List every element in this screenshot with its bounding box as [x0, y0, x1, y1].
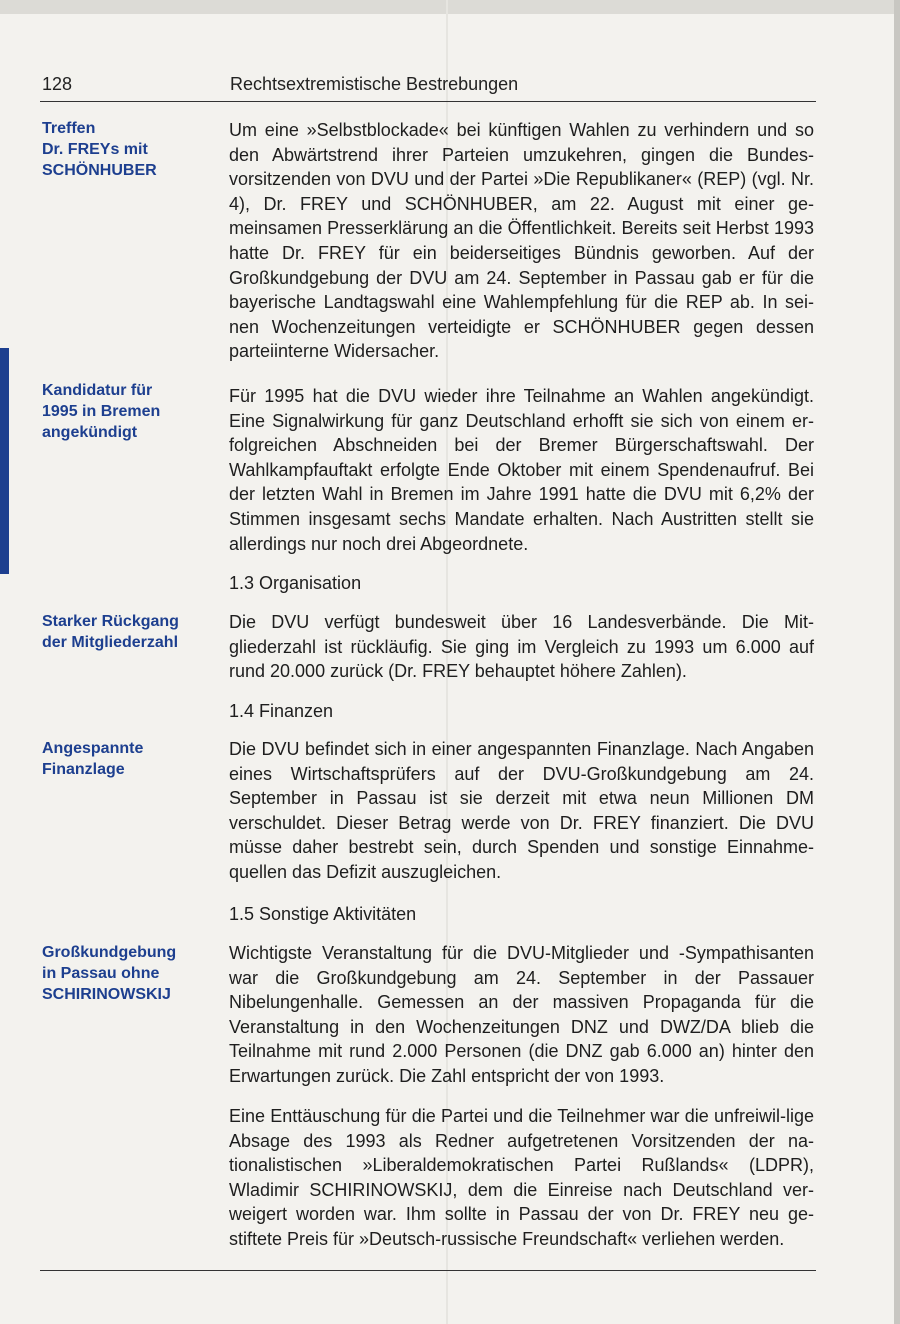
margin-note-line: Treffen [42, 120, 96, 137]
margin-note-line: SCHÖNHUBER [42, 162, 157, 179]
margin-note-line: angekündigt [42, 424, 138, 441]
paragraph-treffen: Um eine »Selbstblockade« bei künftigen Wahlen zu verhindern und so den Abwärtstrend ihrer Parteien umzukehren, gingen die Bundes-vorsitzenden von DVU und der Partei »Die Republikaner« (REP) (vgl. Nr. 4), Dr. FREY und SCHÖNHUBER, am 22. August mit einer ge-meinsamen Presserklärung an die Öffentlichkeit. Bereits seit Herbst 1993 hatte Dr. FREY für ein beiderseitiges Bündnis geworben. Auf der Großkundgebung der DVU am 24. September in Passau gab er für die bayerische Landtagswahl eine Wahlempfehlung für die REP ab. In sei-nen Wochenzeitungen verteidigte er SCHÖNHUBER gegen dessen parteiinterne Widersacher. [229, 120, 814, 362]
margin-note-line: Kandidatur für [42, 382, 153, 399]
margin-note-line: Angespannte [42, 740, 144, 757]
paragraph-grosskundgebung: Wichtigste Veranstaltung für die DVU-Mitglieder und -Sympathisanten war die Großkundgebung am 24. September in der Passauer Nibelungenhalle. Gemessen an der massiven Propaganda für die Veranstaltung in den Wochenzeitungen DNZ und DWZ/DA blieb die Teilnahme mit rund 2.000 Personen (die DNZ gab 6.000 an) hinter den Erwartungen zurück. Die Zahl entspricht der von 1993. [229, 943, 814, 1086]
page-edge-right [894, 0, 900, 1324]
margin-note-grosskundgebung [42, 942, 212, 1005]
page-edge-top [0, 0, 900, 14]
margin-note-kandidatur [42, 380, 212, 443]
margin-note-line: in Passau ohne [42, 965, 160, 982]
section-heading-sonstige: 1.5 Sonstige Aktivitäten [229, 904, 417, 924]
paragraph-organisation: Die DVU verfügt bundesweit über 16 Landesverbände. Die Mit-gliederzahl ist rückläufig. Sie ging im Vergleich zu 1993 um 6.000 auf rund 20.000 zurück (Dr. FREY behauptet höhere Zahlen). [229, 612, 814, 682]
paragraph-finanzen: Die DVU befindet sich in einer angespannten Finanzlage. Nach Angaben eines Wirtschaftsprüfers auf der DVU-Großkundgebung am 24. September in Passau ist sie derzeit mit etwa neun Millionen DM verschuldet. Dieser Betrag werde von Dr. FREY finanziert. Die DVU müsse daher bestrebt sein, durch Spenden und sonstige Einnahme-quellen das Defizit auszugleichen. [229, 739, 814, 882]
section-heading-organisation: 1.3 Organisation [229, 573, 362, 593]
section-heading-finanzen: 1.4 Finanzen [229, 701, 334, 721]
paragraph-enttaeuschung: Eine Enttäuschung für die Partei und die Teilnehmer war die unfreiwil-lige Absage des 1993 als Redner aufgetretenen Vorsitzenden der na-tionalistischen »Liberaldemokratischen Partei Rußlands« (LDPR), Wladimir SCHIRINOWSKIJ, dem die Einreise nach Deutschland ver-weigert worden war. Ihm sollte in Passau der von Dr. FREY neu ge-stiftete Preis für »Deutsch-russische Freundschaft« verliehen werden. [229, 1106, 814, 1249]
margin-note-line: der Mitgliederzahl [42, 634, 179, 651]
margin-note-line: Finanzlage [42, 761, 125, 778]
margin-note-finanzlage [42, 738, 212, 780]
margin-note-line: SCHIRINOWSKIJ [42, 986, 171, 1003]
margin-note-line: Dr. FREYs mit [42, 141, 148, 158]
footer-rule [40, 1270, 816, 1271]
margin-note-rueckgang [42, 611, 212, 653]
header-rule [40, 101, 816, 102]
margin-accent-bar [0, 348, 9, 574]
margin-note-line: 1995 in Bremen [42, 403, 161, 420]
page-number: 128 [42, 74, 73, 94]
paragraph-kandidatur: Für 1995 hat die DVU wieder ihre Teilnahme an Wahlen angekündigt. Eine Signalwirkung für ganz Deutschland erhofft sie sich von einem er-folgreichen Abschneiden bei der Bremer Bürgerschaftswahl. Der Wahlkampfauftakt erfolgte Ende Oktober mit einem Spendenaufruf. Bei der letzten Wahl in Bremen im Jahre 1991 hatte die DVU mit 6,2% der Stimmen insgesamt sechs Mandate erhalten. Nach Austritten stellt sie allerdings nur noch drei Abgeordnete. [229, 386, 814, 554]
margin-note-line: Starker Rückgang [42, 613, 179, 630]
page-header [40, 72, 816, 100]
margin-note-treffen [42, 118, 212, 181]
running-title: Rechtsextremistische Bestrebungen [230, 74, 519, 94]
margin-note-line: Großkundgebung [42, 944, 177, 961]
